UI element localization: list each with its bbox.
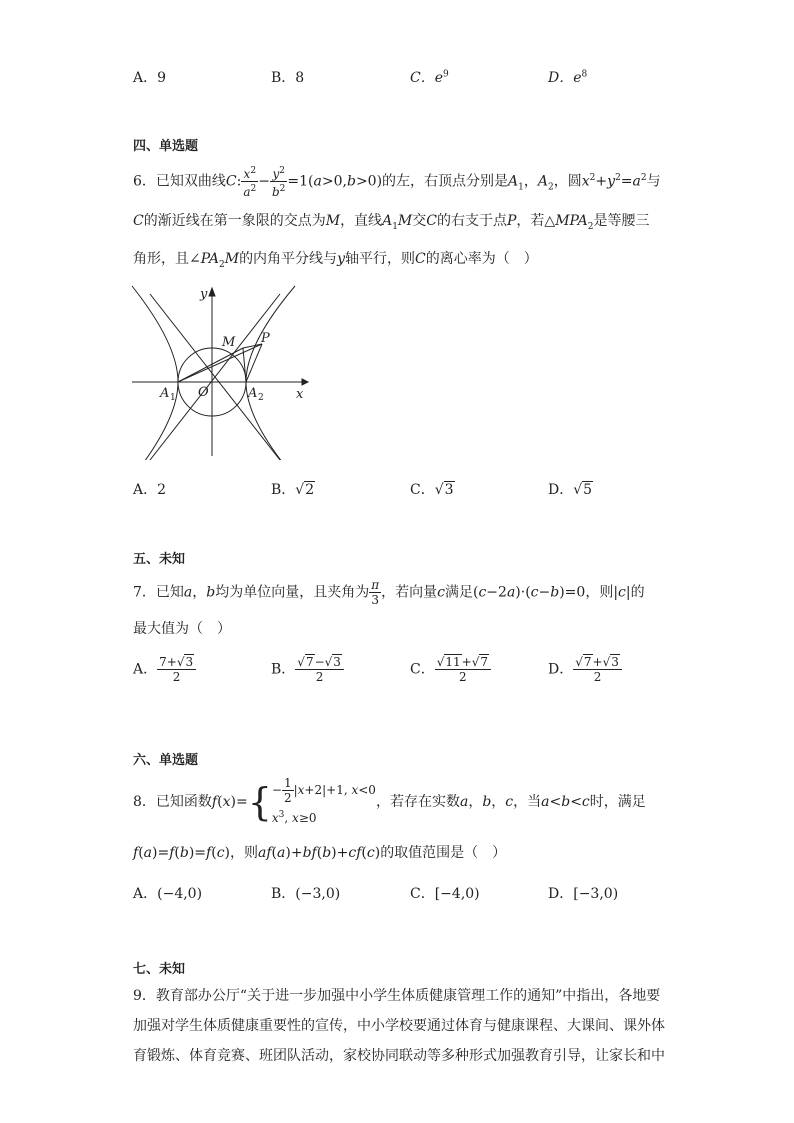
q6-option-b: B．√2 [271, 482, 315, 498]
q6-line-1: 6．已知双曲线C: $\frac{x^2}{a^2}$ − $\frac{y^2}{b^2}$ =1(a>0,b>0)的左，右顶点分别是$A_1$，$A_2$，圆$x^2+y^2=a^2$与 [133, 166, 661, 199]
y-axis-arrow [209, 288, 215, 296]
label-p: P [261, 331, 270, 346]
section-heading-6: 六、单选题 [133, 753, 199, 768]
hyperbola-figure [130, 284, 310, 460]
q6-option-a: A．2 [133, 482, 167, 498]
q5-option-c: C．$e^9$ [410, 69, 449, 86]
q7-option-d: D． $\frac{√7+√3}{2}$ [548, 655, 622, 684]
hyperbola-right-branch [246, 286, 295, 460]
q9-line-2: 加强对学生体质健康重要性的宣传，中小学校要通过体育与健康课程、大课间、课外体 [133, 1018, 665, 1034]
segment-m-p [243, 344, 262, 348]
hyperbola-left-branch [132, 286, 178, 460]
q7-line-1: 7．已知a，b均为单位向量，且夹角为 $\frac{\pi}{3}$ ，若向量c满足(c−2a)·(c−b)=0，则|c|的 [133, 578, 645, 607]
q9-line-1: 9．教育部办公厅“关于进一步加强中小学生体质健康管理工作的通知”中指出，各地要 [133, 988, 661, 1004]
q9-line-3: 育锻炼、体育竞赛、班团队活动，家校协同联动等多种形式加强教育引导，让家长和中 [133, 1048, 665, 1064]
segment-a1-p [178, 344, 262, 382]
svg-text:2: 2 [258, 393, 264, 403]
section-heading-4: 四、单选题 [133, 139, 199, 154]
label-a1: A [160, 386, 170, 401]
q5-option-d: D．$e^8$ [548, 69, 588, 86]
q8-option-c: C．[−4,0) [410, 886, 480, 902]
q6-line-3: 角形，且$\angle PA_2M$的内角平分线与y轴平行，则C的离心率为（ ） [133, 251, 538, 270]
q5-option-b: B．8 [271, 70, 305, 86]
q8-option-d: D．[−3,0) [548, 886, 619, 902]
section-heading-7: 七、未知 [133, 962, 186, 977]
svg-text:1: 1 [170, 393, 176, 403]
q5-option-a: A．9 [133, 70, 167, 86]
label-x: x [296, 387, 304, 402]
q7-line-2: 最大值为（ ） [133, 621, 231, 637]
label-a2: A [248, 386, 258, 401]
q7-option-b: B． $\frac{√7-√3}{2}$ [271, 655, 344, 684]
label-m: M [222, 335, 236, 350]
q6-line-2: C的渐近线在第一象限的交点为M，直线$A_1M$交C的右支于点P，若$\triangle MPA_2$是等腰三 [133, 213, 650, 232]
q6-option-c: C．√3 [410, 482, 454, 498]
x-axis-arrow [302, 379, 308, 385]
q8-line-2: f(a)=f(b)=f(c)，则af(a)+bf(b)+cf(c)的取值范围是（ ） [133, 845, 507, 861]
q6-option-d: D．√5 [548, 482, 593, 498]
q8-line-1: 8．已知函数f(x)={ − $\frac{1}{2}$ |x+2|+1, x<0 $x^3$, x≥0 ，若存在实数a，b，c，当a<b<c时，满足 [133, 776, 646, 825]
segment-a1-m [178, 348, 243, 382]
segment-a2-m [243, 348, 246, 382]
section-heading-5: 五、未知 [133, 552, 186, 567]
label-y: y [200, 287, 208, 302]
label-o: O [198, 385, 209, 400]
q8-option-b: B．(−3,0) [271, 886, 341, 902]
q7-option-a: A． $\frac{7+√3}{2}$ [133, 655, 196, 684]
q8-option-a: A．(−4,0) [133, 886, 203, 902]
q7-option-c: C． $\frac{√11+√7}{2}$ [410, 655, 491, 684]
